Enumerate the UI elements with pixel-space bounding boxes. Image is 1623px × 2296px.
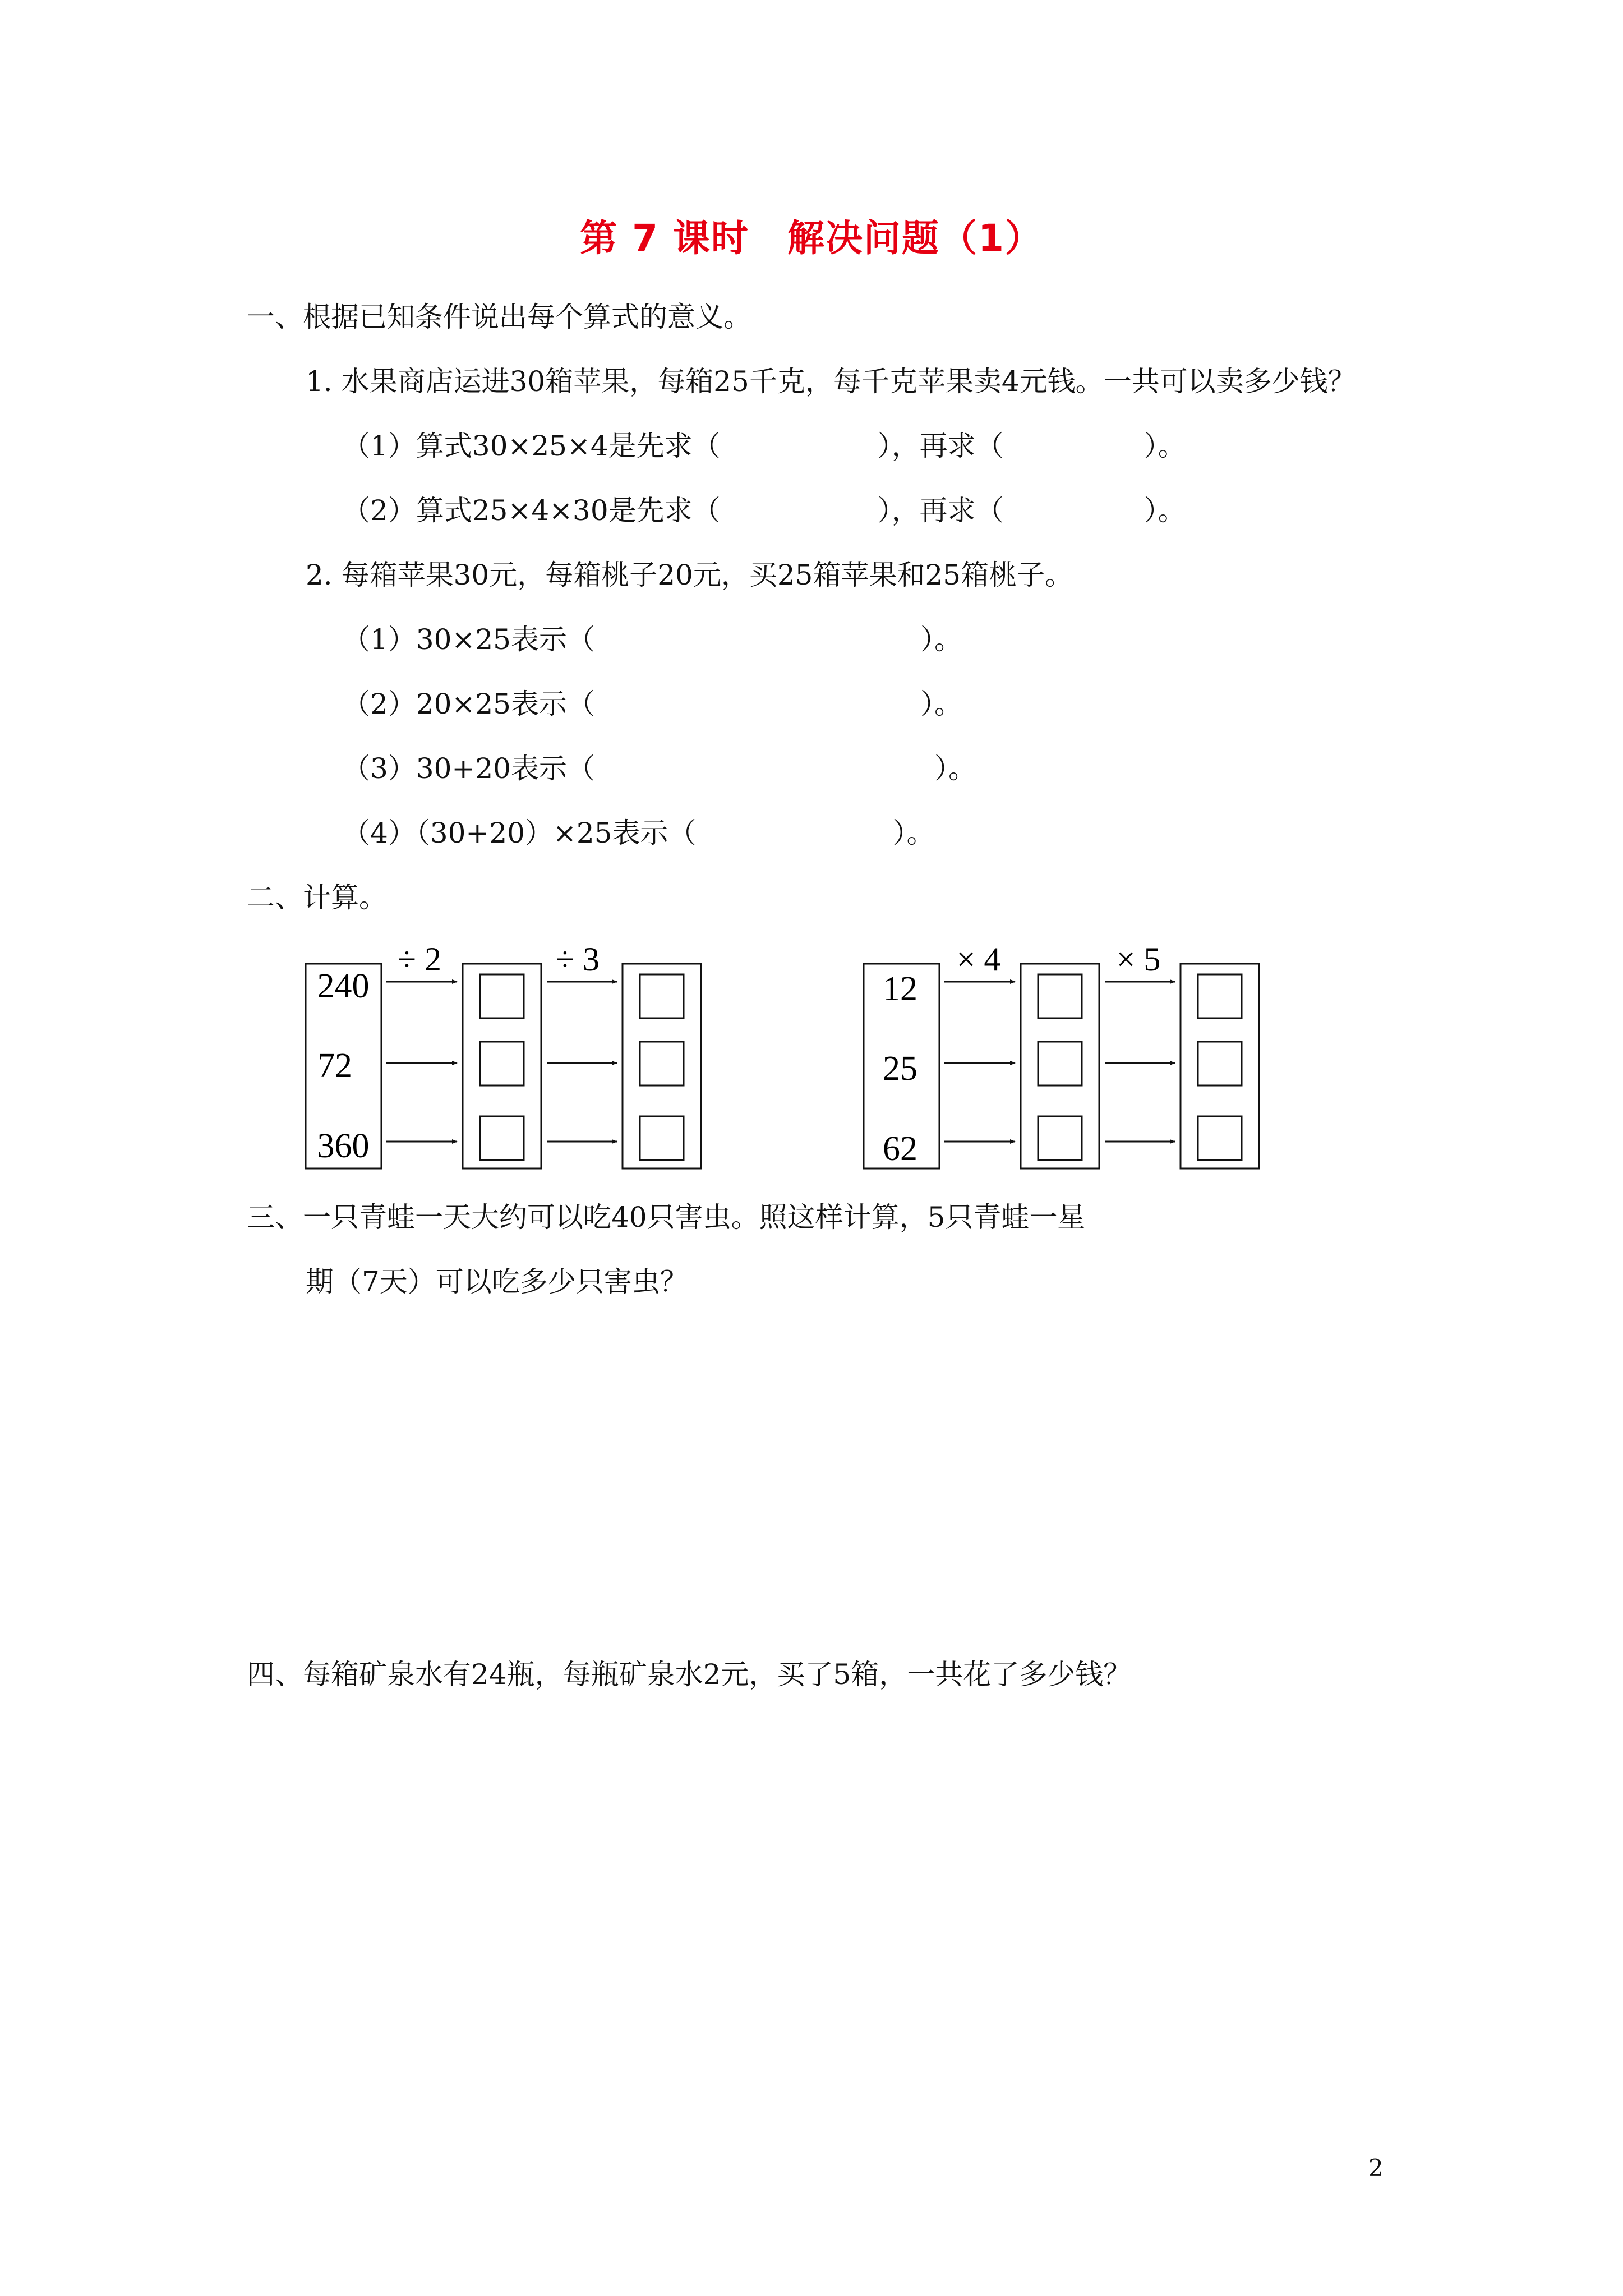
right-middle-box-1[interactable]: [1038, 974, 1082, 1018]
left-input-1: 240: [317, 967, 370, 1005]
q2-item-4-pre: （4）（30+20）×25表示（: [342, 817, 697, 849]
right-middle-box-2[interactable]: [1038, 1042, 1082, 1085]
left-output-box-3[interactable]: [640, 1116, 684, 1160]
q1-item-2-post: ）。: [1144, 494, 1186, 527]
right-op-2: × 5: [1116, 941, 1161, 978]
right-input-2: 25: [883, 1050, 917, 1088]
left-output-box-2[interactable]: [640, 1042, 684, 1085]
q2-item-1-post: ）。: [920, 623, 962, 656]
section4-answer-area[interactable]: [247, 1705, 1368, 2098]
page-number: 2: [1368, 2154, 1384, 2182]
section3-answer-area[interactable]: [306, 1313, 1427, 1627]
section3-line1: 三、一只青蛙一天大约可以吃40只害虫。照这样计算，5只青蛙一星: [247, 1201, 1086, 1234]
q1-item-1-post: ）。: [1144, 430, 1186, 462]
left-output-box-1[interactable]: [640, 974, 684, 1018]
right-middle-column: [1021, 964, 1099, 1168]
left-input-3: 360: [317, 1127, 370, 1165]
q2-item-3-pre: （3）30+20表示（: [342, 752, 595, 785]
left-op-1: ÷ 2: [398, 941, 441, 978]
section4-line1: 四、每箱矿泉水有24瓶，每瓶矿泉水2元，买了5箱，一共花了多少钱？: [247, 1658, 1132, 1691]
q1-item-1-mid: ），再求（: [877, 430, 1004, 462]
section2-heading: 二、计算。: [247, 881, 387, 914]
right-output-box-3[interactable]: [1198, 1116, 1242, 1160]
q2-item-2-post: ）。: [920, 688, 962, 720]
q1-item-2-mid: ），再求（: [877, 494, 1004, 527]
left-middle-column: [463, 964, 541, 1168]
right-output-column: [1181, 964, 1259, 1168]
diagram-right: [864, 941, 1259, 1168]
left-output-column: [623, 964, 701, 1168]
q2-item-2-pre: （2）20×25表示（: [342, 688, 595, 720]
q1-stem: 1. 水果商店运进30箱苹果，每箱25千克，每千克苹果卖4元钱。一共可以卖多少钱？: [306, 365, 1356, 398]
left-input-2: 72: [317, 1047, 352, 1085]
right-input-1: 12: [883, 970, 917, 1008]
left-middle-box-1[interactable]: [480, 974, 524, 1018]
left-middle-box-2[interactable]: [480, 1042, 524, 1085]
q2-stem: 2. 每箱苹果30元，每箱桃子20元，买25箱苹果和25箱桃子。: [306, 559, 1073, 591]
q2-item-3-post: ）。: [934, 752, 976, 785]
section3-line2: 期（7天）可以吃多少只害虫？: [306, 1266, 688, 1298]
right-output-box-1[interactable]: [1198, 974, 1242, 1018]
right-input-3: 62: [883, 1130, 917, 1168]
section1-heading: 一、根据已知条件说出每个算式的意义。: [247, 301, 751, 333]
q2-item-1-pre: （1）30×25表示（: [342, 623, 595, 656]
q1-item-2-pre: （2）算式25×4×30是先求（: [342, 494, 721, 527]
q2-item-4-post: ）。: [892, 817, 935, 849]
left-op-2: ÷ 3: [556, 941, 600, 978]
right-op-1: × 4: [956, 941, 1001, 978]
page-title: 第 7 课时 解决问题（1）: [580, 217, 1043, 260]
right-middle-box-3[interactable]: [1038, 1116, 1082, 1160]
left-middle-box-3[interactable]: [480, 1116, 524, 1160]
diagram-left: [306, 941, 701, 1168]
q1-item-1-pre: （1）算式30×25×4是先求（: [342, 430, 721, 462]
right-output-box-2[interactable]: [1198, 1042, 1242, 1085]
